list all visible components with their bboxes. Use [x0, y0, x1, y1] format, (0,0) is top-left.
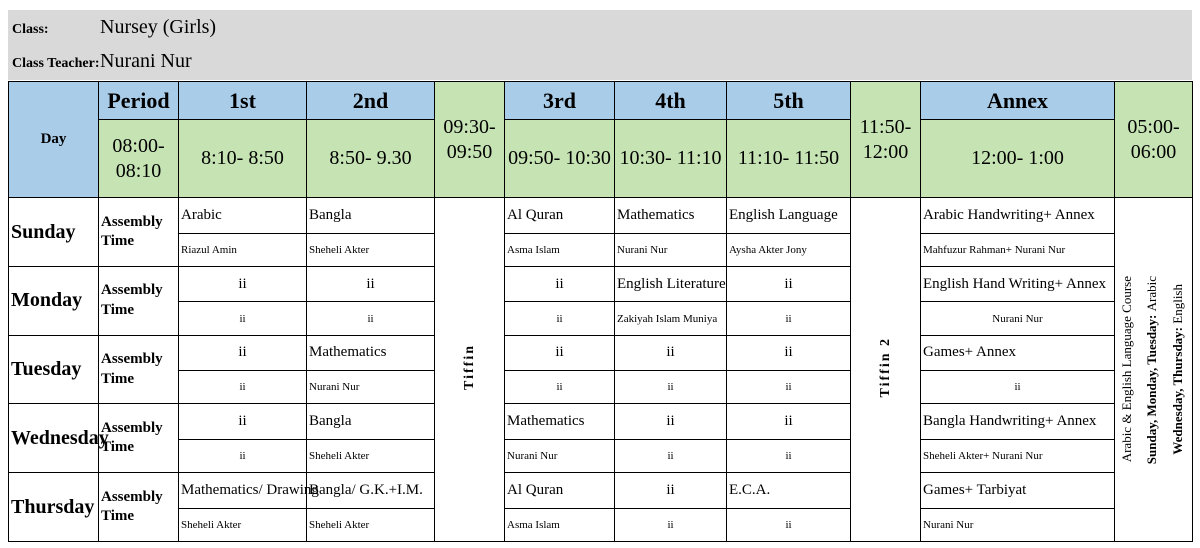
subject-cell: ii: [727, 404, 851, 439]
period-1-header: 1st: [179, 82, 307, 120]
teacher-cell: ii: [615, 371, 727, 404]
subject-cell: Games+ Tarbiyat: [921, 473, 1115, 508]
assembly-time: Assembly Time: [99, 335, 179, 404]
period-4-time: 10:30- 11:10: [615, 120, 727, 198]
teacher-cell: Asma Islam: [505, 508, 615, 541]
subject-cell: ii: [727, 335, 851, 370]
teacher-cell: ii: [505, 371, 615, 404]
day-row-tuesday-teacher: [9, 371, 1193, 404]
period-2-time: 8:50- 9.30: [307, 120, 435, 198]
teacher-cell: Sheheli Akter: [307, 233, 435, 266]
teacher-cell: ii: [179, 371, 307, 404]
period-3-header: 3rd: [505, 82, 615, 120]
annex-header: Annex: [921, 82, 1115, 120]
teacher-cell: ii: [727, 302, 851, 335]
teacher-cell: Sheheli Akter+ Nurani Nur: [921, 439, 1115, 472]
period-2-header: 2nd: [307, 82, 435, 120]
day-row-monday-subject: [9, 266, 1193, 301]
subject-cell: Al Quran: [505, 198, 615, 233]
day-row-wednesday-teacher: [9, 439, 1193, 472]
language-course-cell: [1115, 198, 1193, 542]
period-header: Period: [99, 82, 179, 120]
subject-cell: ii: [727, 266, 851, 301]
subject-cell: ii: [615, 473, 727, 508]
class-teacher-label: Class Teacher:: [12, 56, 100, 71]
day-name: Wednesday: [9, 404, 99, 473]
day-row-monday-teacher: [9, 302, 1193, 335]
teacher-cell: ii: [179, 439, 307, 472]
teacher-cell: Nurani Nur: [921, 302, 1115, 335]
teacher-cell: ii: [921, 371, 1115, 404]
period-3-time: 09:50- 10:30: [505, 120, 615, 198]
subject-cell: Bangla: [307, 404, 435, 439]
period-5-time: 11:10- 11:50: [727, 120, 851, 198]
teacher-cell: ii: [307, 302, 435, 335]
subject-cell: Mathematics: [505, 404, 615, 439]
tiffin-2-label: Tiffin 2: [877, 336, 893, 398]
assembly-time: Assembly Time: [99, 404, 179, 473]
teacher-cell: ii: [505, 302, 615, 335]
subject-cell: Al Quran: [505, 473, 615, 508]
subject-cell: ii: [615, 404, 727, 439]
class-teacher-row: [12, 50, 192, 73]
assembly-time: Assembly Time: [99, 198, 179, 267]
subject-cell: Bangla/ G.K.+I.M.: [307, 473, 435, 508]
day-row-thursday-subject: [9, 473, 1193, 508]
day-row-sunday-subject: [9, 198, 1193, 233]
period-4-header: 4th: [615, 82, 727, 120]
teacher-cell: ii: [179, 302, 307, 335]
subject-cell: Arabic Handwriting+ Annex: [921, 198, 1115, 233]
course-subject-english: English: [1170, 284, 1185, 325]
teacher-cell: Nurani Nur: [505, 439, 615, 472]
teacher-cell: Mahfuzur Rahman+ Nurani Nur: [921, 233, 1115, 266]
teacher-cell: Zakiyah Islam Muniya: [615, 302, 727, 335]
subject-cell: ii: [179, 404, 307, 439]
teacher-cell: Sheheli Akter: [179, 508, 307, 541]
teacher-cell: Nurani Nur: [307, 371, 435, 404]
evening-time: 05:00- 06:00: [1115, 82, 1193, 198]
day-name: Tuesday: [9, 335, 99, 404]
assembly-time: Assembly Time: [99, 266, 179, 335]
teacher-cell: Sheheli Akter: [307, 439, 435, 472]
subject-cell: ii: [179, 335, 307, 370]
subject-cell: ii: [307, 266, 435, 301]
tiffin-label: Tiffin: [461, 344, 477, 391]
teacher-cell: Riazul Amin: [179, 233, 307, 266]
day-name: Monday: [9, 266, 99, 335]
subject-cell: English Language: [727, 198, 851, 233]
day-row-tuesday-subject: [9, 335, 1193, 370]
day-name: Sunday: [9, 198, 99, 267]
teacher-cell: ii: [727, 371, 851, 404]
course-title: Arabic & English Language Course: [1119, 276, 1134, 463]
day-name: Thursday: [9, 473, 99, 542]
subject-cell: ii: [505, 335, 615, 370]
subject-cell: English Literature: [615, 266, 727, 301]
subject-cell: English Hand Writing+ Annex: [921, 266, 1115, 301]
teacher-cell: ii: [615, 508, 727, 541]
teacher-cell: ii: [727, 439, 851, 472]
teacher-cell: ii: [727, 508, 851, 541]
break-2-time: 11:50- 12:00: [851, 82, 921, 198]
teacher-cell: Aysha Akter Jony: [727, 233, 851, 266]
subject-cell: Mathematics: [307, 335, 435, 370]
period-1-time: 8:10- 8:50: [179, 120, 307, 198]
course-days-arabic: Sunday, Monday, Tuesday:: [1144, 314, 1159, 464]
subject-cell: ii: [179, 266, 307, 301]
subject-cell: Bangla Handwriting+ Annex: [921, 404, 1115, 439]
day-header: Day: [9, 82, 99, 198]
class-value: Nursey (Girls): [100, 16, 217, 38]
annex-time: 12:00- 1:00: [921, 120, 1115, 198]
subject-cell: E.C.A.: [727, 473, 851, 508]
period-time: 08:00- 08:10: [99, 120, 179, 198]
subject-cell: ii: [615, 335, 727, 370]
teacher-cell: Asma Islam: [505, 233, 615, 266]
teacher-cell: Sheheli Akter: [307, 508, 435, 541]
course-subject-arabic: Arabic: [1144, 275, 1159, 311]
teacher-cell: Nurani Nur: [615, 233, 727, 266]
class-row: [12, 16, 216, 39]
day-row-thursday-teacher: [9, 508, 1193, 541]
subject-cell: Mathematics/ Drawing: [179, 473, 307, 508]
teacher-cell: ii: [615, 439, 727, 472]
teacher-cell: Nurani Nur: [921, 508, 1115, 541]
subject-cell: Mathematics: [615, 198, 727, 233]
class-label: Class:: [12, 22, 49, 37]
subject-cell: Arabic: [179, 198, 307, 233]
subject-cell: Bangla: [307, 198, 435, 233]
assembly-time: Assembly Time: [99, 473, 179, 542]
class-info-header: [8, 10, 1192, 80]
course-days-english: Wednesday, Thursday:: [1170, 327, 1185, 455]
tiffin-break-cell: [435, 198, 505, 542]
day-row-wednesday-subject: [9, 404, 1193, 439]
subject-cell: ii: [505, 266, 615, 301]
tiffin-2-break-cell: [851, 198, 921, 542]
class-teacher-value: Nurani Nur: [100, 50, 192, 72]
routine-table: [8, 81, 1193, 542]
day-row-sunday-teacher: [9, 233, 1193, 266]
break-1-time: 09:30- 09:50: [435, 82, 505, 198]
subject-cell: Games+ Annex: [921, 335, 1115, 370]
period-5-header: 5th: [727, 82, 851, 120]
